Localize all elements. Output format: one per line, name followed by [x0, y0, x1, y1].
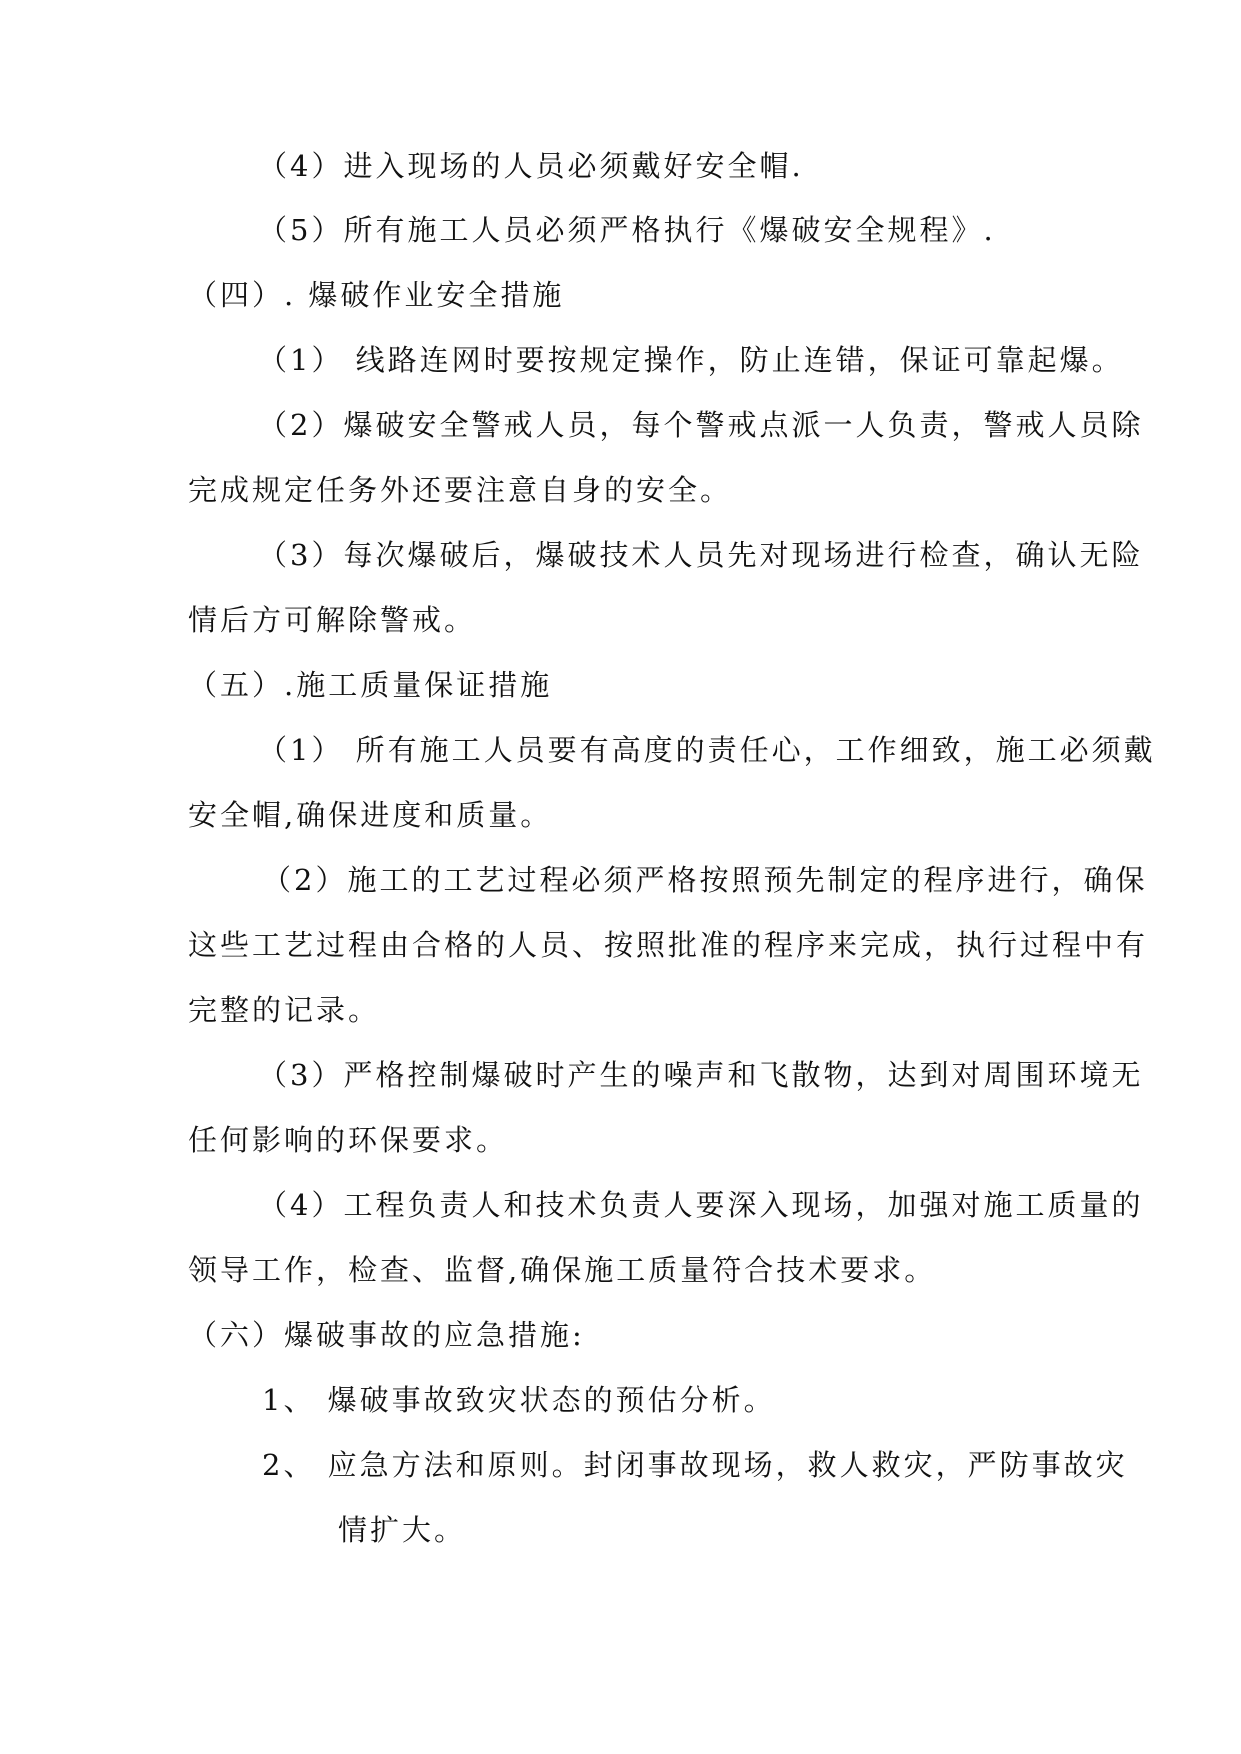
section-5-item-4-line-1: （4）工程负责人和技术负责人要深入现场，加强对施工质量的	[258, 1188, 1144, 1222]
section-6-item-1: 1、 爆破事故致灾状态的预估分析。	[262, 1383, 776, 1417]
section-5-item-2-line-2: 这些工艺过程由合格的人员、按照批准的程序来完成，执行过程中有	[188, 928, 1149, 962]
section-4-item-3-line-1: （3）每次爆破后，爆破技术人员先对现场进行检查，确认无险	[258, 538, 1144, 572]
item-4-helmet: （4）进入现场的人员必须戴好安全帽.	[258, 149, 804, 183]
section-6-item-2-line-1: 2、 应急方法和原则。封闭事故现场，救人救灾，严防事故灾	[262, 1448, 1128, 1482]
section-5-item-3-line-2: 任何影响的环保要求。	[188, 1123, 509, 1157]
section-4-item-1: （1） 线路连网时要按规定操作，防止连错，保证可靠起爆。	[258, 343, 1124, 377]
section-5-item-3-line-1: （3）严格控制爆破时产生的噪声和飞散物，达到对周围环境无	[258, 1058, 1144, 1092]
section-5-item-4-line-2: 领导工作，检查、监督,确保施工质量符合技术要求。	[188, 1253, 937, 1287]
section-5-heading: （五）.施工质量保证措施	[188, 668, 553, 702]
section-4-item-2-line-2: 完成规定任务外还要注意自身的安全。	[188, 473, 733, 507]
section-5-item-1-line-2: 安全帽,确保进度和质量。	[188, 798, 553, 832]
item-5-regulations: （5）所有施工人员必须严格执行《爆破安全规程》.	[258, 213, 996, 247]
section-4-item-3-line-2: 情后方可解除警戒。	[188, 603, 477, 637]
section-5-item-1-line-1: （1） 所有施工人员要有高度的责任心，工作细致，施工必须戴	[258, 733, 1156, 767]
section-6-item-2-line-2: 情扩大。	[338, 1513, 467, 1547]
section-5-item-2-line-3: 完整的记录。	[188, 993, 381, 1027]
section-6-heading: （六）爆破事故的应急措施:	[188, 1318, 585, 1352]
section-4-item-2-line-1: （2）爆破安全警戒人员，每个警戒点派一人负责，警戒人员除	[258, 408, 1144, 442]
section-5-item-2-line-1: （2）施工的工艺过程必须严格按照预先制定的程序进行，确保	[262, 863, 1148, 897]
section-4-heading: （四）. 爆破作业安全措施	[188, 278, 565, 312]
